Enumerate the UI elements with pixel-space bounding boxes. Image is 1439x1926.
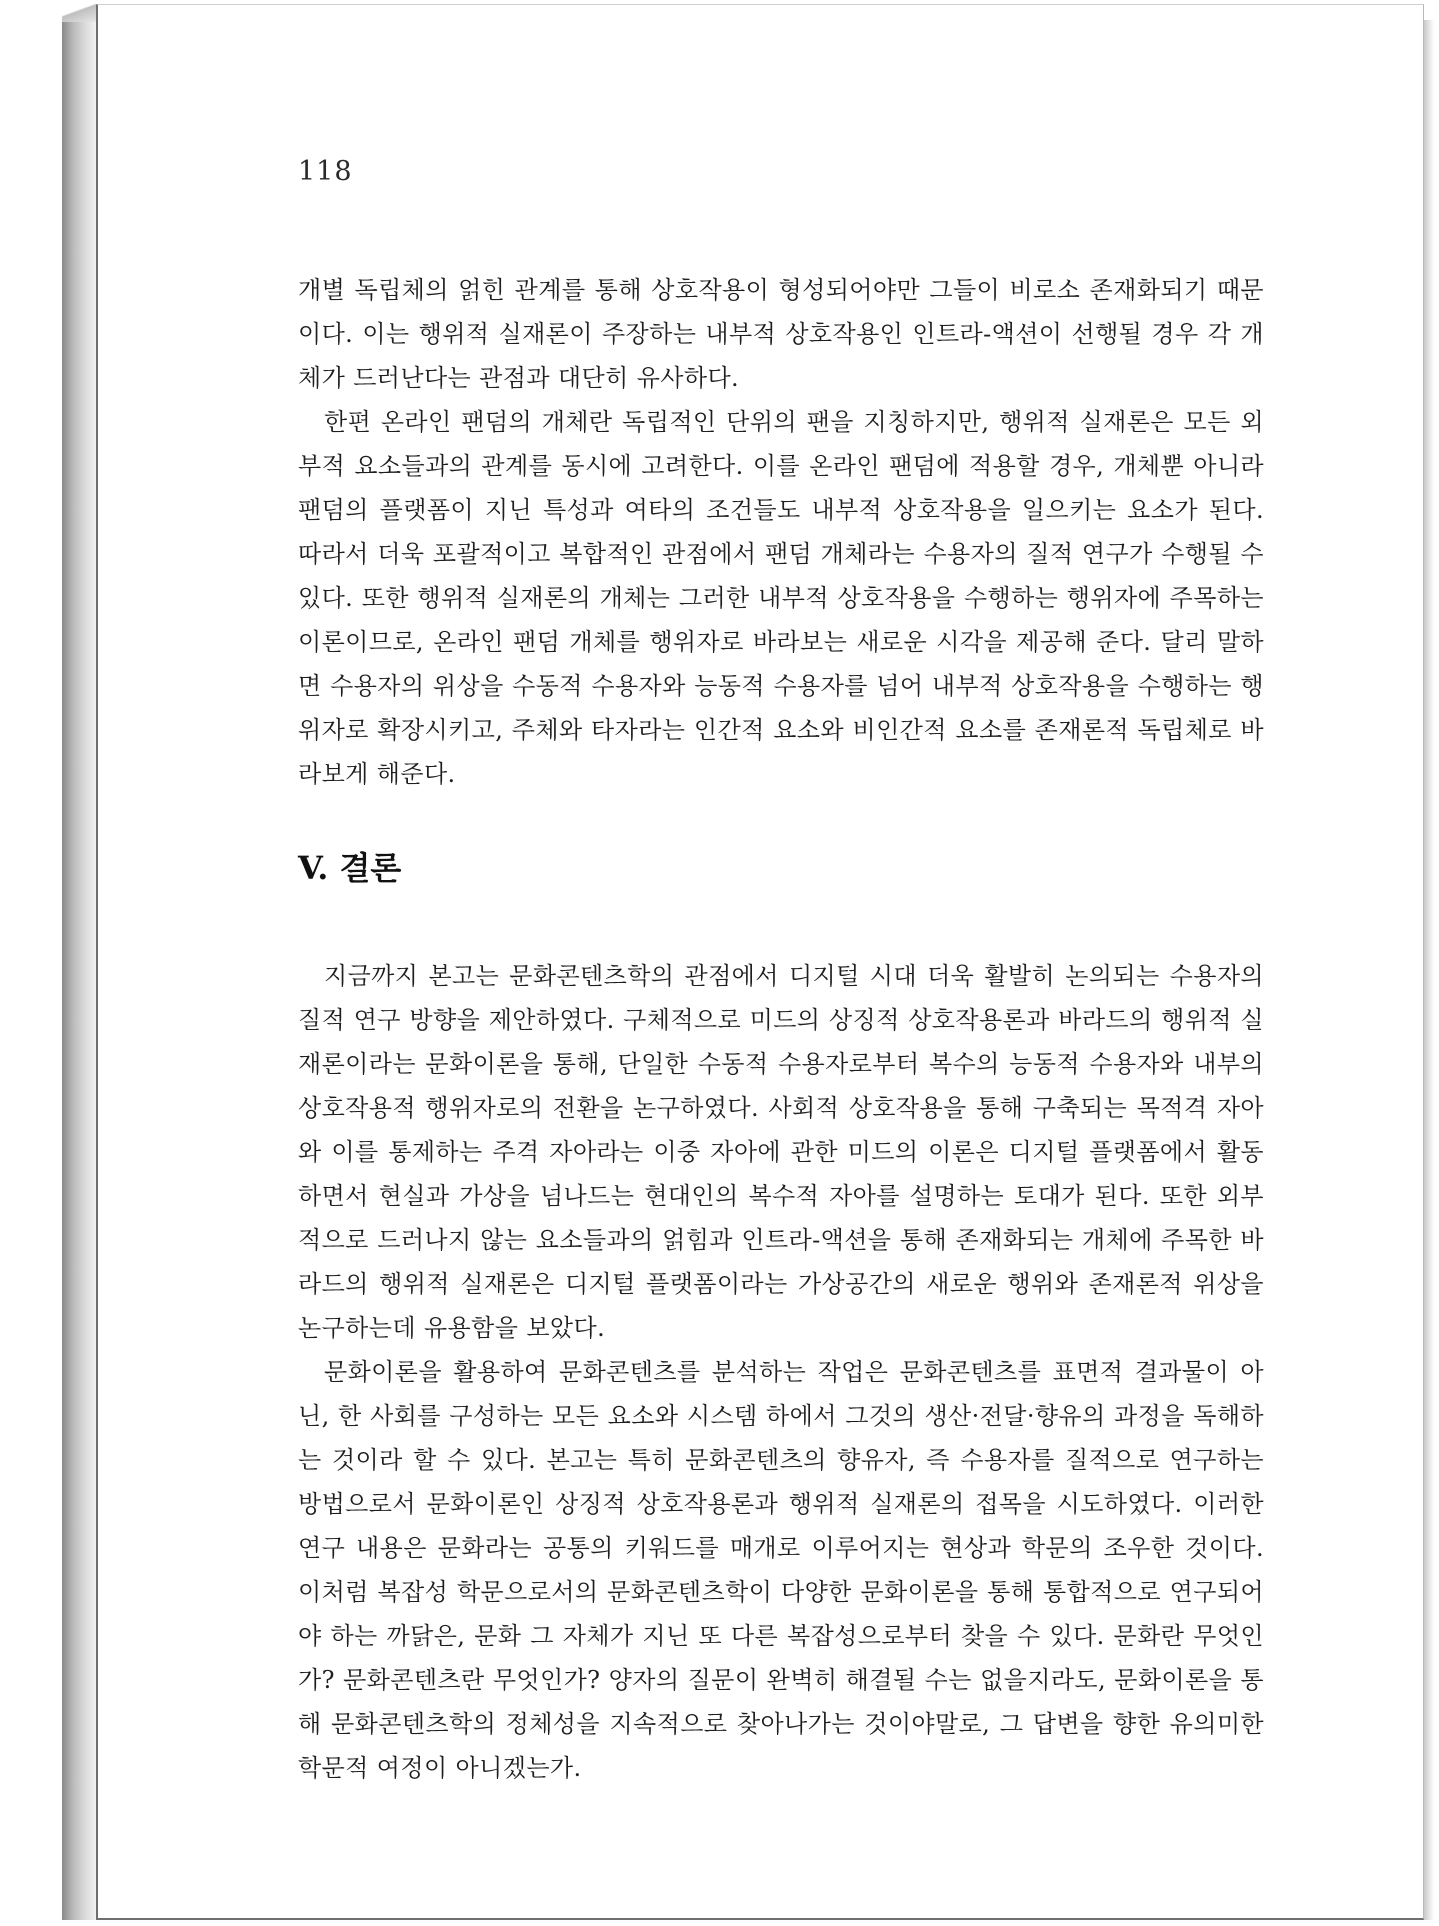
body-paragraph: 문화이론을 활용하여 문화콘텐츠를 분석하는 작업은 문화콘텐츠를 표면적 결과물이 아닌, 한 사회를 구성하는 모든 요소와 시스템 하에서 그것의 생산·전달·향유의 과정을 독해하는 것이라 할 수 있다. 본고는 특히 문화콘텐츠의 향유자, 즉 수용자를 질적으로 연구하는 방법으로서 문화이론인 상징적 상호작용론과 행위적 실재론의 접목을 시도하였다. 이러한 연구 내용은 문화라는 공통의 키워드를 매개로 이루어지는 현상과 학문의 조우한 것이다. 이처럼 복잡성 학문으로서의 문화콘텐츠학이 다양한 문화이론을 통해 통합적으로 연구되어야 하는 까닭은, 문화 그 자체가 지닌 또 다른 복잡성으로부터 찾을 수 있다. 문화란 무엇인가? 문화콘텐츠란 무엇인가? 양자의 질문이 완벽히 해결될 수는 없을지라도, 문화이론을 통해 문화콘텐츠학의 정체성을 지속적으로 찾아나가는 것이야말로, 그 답변을 향한 유의미한 학문적 여정이 아니겠는가. — [298, 1358, 1264, 1782]
page-number: 118 — [298, 156, 353, 187]
body-paragraph: 개별 독립체의 얽힌 관계를 통해 상호작용이 형성되어야만 그들이 비로소 존재화되기 때문이다. 이는 행위적 실재론이 주장하는 내부적 상호작용인 인트라-액션이 선행될 경우 각 개체가 드러난다는 관점과 대단히 유사하다. — [298, 276, 1264, 392]
page-spine-shadow — [62, 4, 96, 1920]
page-corner-fold — [62, 0, 96, 22]
page-content — [298, 268, 1264, 1790]
section-heading: V. 결론 — [298, 849, 402, 887]
page-right-shadow — [1424, 20, 1434, 1920]
body-paragraph: 한편 온라인 팬덤의 개체란 독립적인 단위의 팬을 지칭하지만, 행위적 실재론은 모든 외부적 요소들과의 관계를 동시에 고려한다. 이를 온라인 팬덤에 적용할 경우, 개체뿐 아니라 팬덤의 플랫폼이 지닌 특성과 여타의 조건들도 내부적 상호작용을 일으키는 요소가 된다. 따라서 더욱 포괄적이고 복합적인 관점에서 팬덤 개체라는 수용자의 질적 연구가 수행될 수 있다. 또한 행위적 실재론의 개체는 그러한 내부적 상호작용을 수행하는 행위자에 주목하는 이론이므로, 온라인 팬덤 개체를 행위자로 바라보는 새로운 시각을 제공해 준다. 달리 말하면 수용자의 위상을 수동적 수용자와 능동적 수용자를 넘어 내부적 상호작용을 수행하는 행위자로 확장시키고, 주체와 타자라는 인간적 요소와 비인간적 요소를 존재론적 독립체로 바라보게 해준다. — [298, 408, 1264, 788]
body-paragraph: 지금까지 본고는 문화콘텐츠학의 관점에서 디지털 시대 더욱 활발히 논의되는 수용자의 질적 연구 방향을 제안하였다. 구체적으로 미드의 상징적 상호작용론과 바라드의 행위적 실재론이라는 문화이론을 통해, 단일한 수동적 수용자로부터 복수의 능동적 수용자와 내부의 상호작용적 행위자로의 전환을 논구하였다. 사회적 상호작용을 통해 구축되는 목적격 자아와 이를 통제하는 주격 자아라는 이중 자아에 관한 미드의 이론은 디지털 플랫폼에서 활동하면서 현실과 가상을 넘나드는 현대인의 복수적 자아를 설명하는 토대가 된다. 또한 외부적으로 드러나지 않는 요소들과의 얽힘과 인트라-액션을 통해 존재화되는 개체에 주목한 바라드의 행위적 실재론은 디지털 플랫폼이라는 가상공간의 새로운 행위와 존재론적 위상을 논구하는데 유용함을 보았다. — [298, 962, 1264, 1342]
